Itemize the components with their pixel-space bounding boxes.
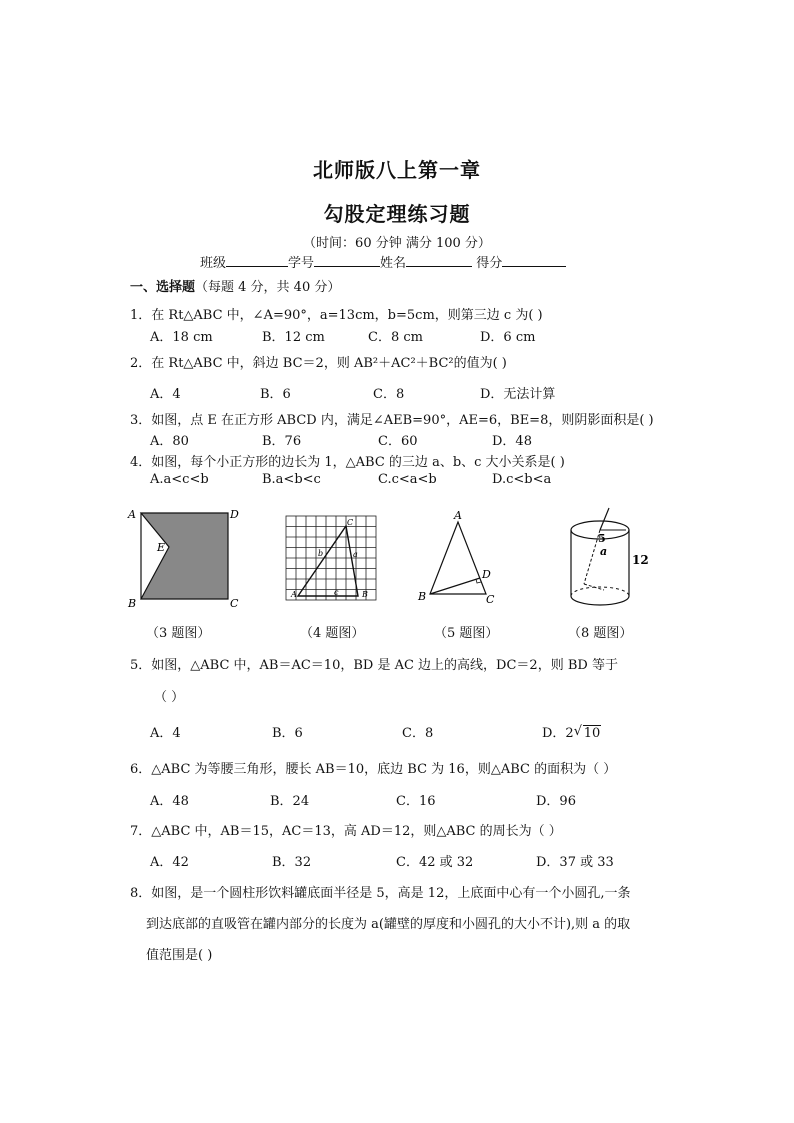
question-6: 6．△ABC 为等腰三角形，腰长 AB＝10，底边 BC 为 16，则△ABC 的面积为（ ）	[130, 762, 617, 777]
question-1: 1．在 Rt△ABC 中，∠A=90°，a=13cm，b=5cm，则第三边 c 为( )	[130, 308, 543, 323]
question-4: 4．如图，每个小正方形的边长为 1，△ABC 的三边 a、b、c 大小关系是( )	[130, 455, 565, 470]
q7-option-a: A．42	[150, 855, 189, 870]
figure-4-label-b: B	[362, 590, 368, 599]
score-blank[interactable]	[502, 254, 566, 267]
figure-3-label-b: B	[128, 597, 137, 610]
q5-option-d-radicand: 10	[583, 726, 601, 741]
figure-5-label-d: D	[482, 568, 491, 581]
figure-3	[124, 503, 240, 613]
question-8-line-2: 到达底部的直吸管在罐内部分的长度为 a(罐壁的厚度和小圆孔的大小不计),则 a 的取	[146, 917, 631, 932]
q1-option-d: D．6 cm	[480, 330, 536, 345]
figure-4-caption: （4 题图）	[300, 626, 365, 641]
q3-option-d: D．48	[492, 434, 532, 449]
q5-option-b: B．6	[272, 726, 303, 741]
name-label: 姓名	[380, 256, 407, 271]
question-5-blank: （ ）	[154, 690, 185, 705]
q2-option-d: D．无法计算	[480, 387, 556, 402]
q1-option-a: A．18 cm	[150, 330, 213, 345]
time-note: （时间：60 分钟 满分 100 分）	[303, 236, 491, 251]
figure-4	[282, 512, 382, 606]
figure-4-label-c: C	[347, 518, 354, 527]
score-label: 得分	[476, 256, 503, 271]
q5-option-d-label: D．2	[542, 726, 574, 741]
q6-option-c: C．16	[396, 794, 436, 809]
id-blank[interactable]	[314, 254, 380, 267]
q7-option-d: D．37 或 33	[536, 855, 614, 870]
figure-5	[414, 508, 504, 608]
q1-option-b: B．12 cm	[262, 330, 325, 345]
figure-3-label-d: D	[230, 508, 239, 521]
figure-5-label-c: C	[486, 593, 495, 606]
q2-option-c: C．8	[373, 387, 405, 402]
q4-option-a: A.a<c<b	[150, 472, 209, 487]
class-blank[interactable]	[226, 254, 288, 267]
figure-5-caption: （5 题图）	[434, 626, 499, 641]
document-subtitle: 勾股定理练习题	[323, 202, 471, 226]
q2-option-b: B．6	[260, 387, 291, 402]
figure-4-label-side-a: a	[353, 550, 358, 559]
figure-8-label-height: 12	[632, 553, 649, 567]
q3-option-a: A．80	[150, 434, 189, 449]
figure-4-label-a: A	[291, 590, 297, 599]
figure-4-label-side-c: c	[334, 588, 339, 597]
figure-3-shaded-region	[141, 513, 228, 599]
figure-3-label-e: E	[157, 541, 166, 554]
question-5: 5．如图，△ABC 中，AB＝AC＝10，BD 是 AC 边上的高线，DC＝2，则 BD 等于	[130, 658, 618, 673]
q4-option-b: B.a<b<c	[262, 472, 321, 487]
q3-option-c: C．60	[378, 434, 418, 449]
q6-option-b: B．24	[270, 794, 310, 809]
question-3: 3．如图，点 E 在正方形 ABCD 内，满足∠AEB=90°，AE=6，BE=8，则阴影面积是( )	[130, 413, 654, 428]
section-note: （每题 4 分，共 40 分）	[195, 280, 341, 295]
q1-option-c: C．8 cm	[368, 330, 423, 345]
figure-5-label-a: A	[454, 509, 462, 522]
q4-option-c: C.c<a<b	[378, 472, 437, 487]
sqrt-symbol: √ 10	[573, 724, 601, 741]
section-title: 一、选择题	[130, 280, 196, 295]
question-8-line-3: 值范围是( )	[146, 948, 213, 963]
q5-option-a: A．4	[150, 726, 181, 741]
figure-8-label-radius: 5	[598, 532, 606, 545]
figure-3-caption: （3 题图）	[146, 626, 211, 641]
figure-4-grid	[286, 516, 376, 600]
figure-3-label-c: C	[230, 597, 239, 610]
id-label: 学号	[288, 256, 315, 271]
figure-8-straw-outside	[600, 508, 609, 530]
figure-4-triangle	[298, 526, 358, 596]
student-info-row	[200, 252, 566, 271]
figure-5-altitude-bd	[430, 578, 480, 594]
question-2: 2．在 Rt△ABC 中，斜边 BC＝2，则 AB²＋AC²＋BC²的值为( )	[130, 356, 507, 371]
q5-option-c: C．8	[402, 726, 434, 741]
q7-option-b: B．32	[272, 855, 312, 870]
document-title: 北师版八上第一章	[313, 158, 481, 182]
class-label: 班级	[200, 256, 227, 271]
q3-option-b: B．76	[262, 434, 302, 449]
question-7: 7．△ABC 中，AB＝15，AC＝13，高 AD＝12，则△ABC 的周长为（ ）	[130, 824, 562, 839]
section-heading	[130, 276, 340, 295]
figure-4-label-side-b: b	[318, 549, 324, 558]
q4-option-d: D.c<b<a	[492, 472, 552, 487]
figure-5-label-b: B	[418, 590, 427, 603]
q2-option-a: A．4	[150, 387, 181, 402]
figure-3-label-a: A	[128, 508, 136, 521]
name-blank[interactable]	[406, 254, 472, 267]
figure-8	[562, 506, 658, 612]
q6-option-a: A．48	[150, 794, 189, 809]
q6-option-d: D．96	[536, 794, 576, 809]
figure-8-bottom-front-arc	[571, 596, 629, 605]
figure-8-label-a: a	[600, 545, 608, 558]
q5-option-d	[542, 722, 601, 741]
question-8: 8．如图，是一个圆柱形饮料罐底面半径是 5，高是 12，上底面中心有一个小圆孔,一条	[130, 886, 631, 901]
figure-8-caption: （8 题图）	[568, 626, 633, 641]
q7-option-c: C．42 或 32	[396, 855, 474, 870]
